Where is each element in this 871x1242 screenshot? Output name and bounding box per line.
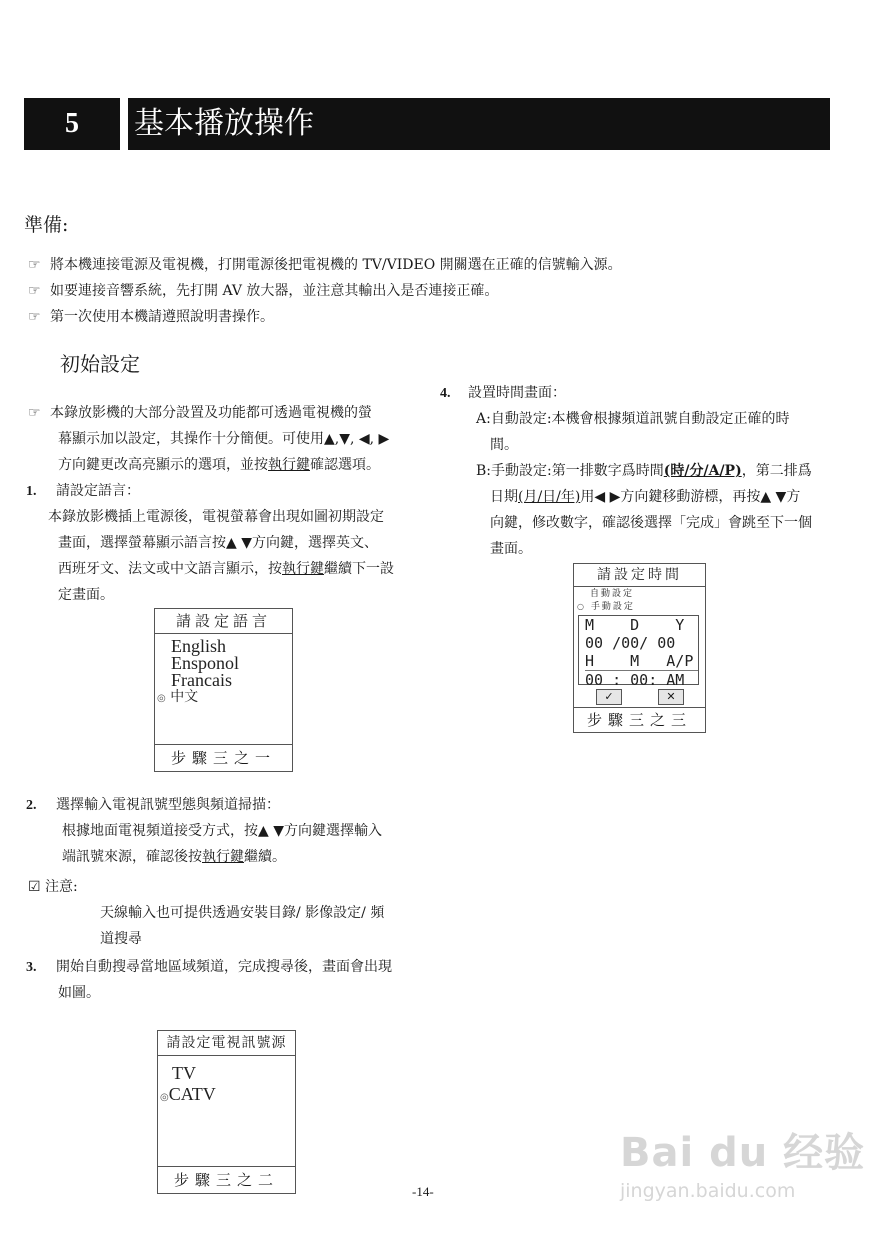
- step4-text: 向鍵，修改數字，確認後選擇「完成」會跳至下一個: [490, 515, 812, 531]
- time-value[interactable]: 00 : 00: AM: [585, 670, 698, 689]
- chapter-number: 5: [24, 98, 120, 150]
- note-title: ☑ 注意:: [28, 879, 78, 895]
- step1-text: 本錄放影機插上電源後，電視螢幕會出現如圖初期設定: [48, 509, 384, 525]
- prep-bullet: ☞ 第一次使用本機請遵照說明書操作。: [28, 304, 274, 330]
- prep-title: 準備:: [24, 214, 69, 236]
- source-option-selected[interactable]: ◎CATV: [160, 1084, 216, 1104]
- time-screen-title: 請設定時間: [574, 564, 705, 587]
- note-text: 天線輸入也可提供透過安裝目錄/ 影像設定/ 頻: [100, 905, 385, 921]
- source-option[interactable]: TV: [172, 1063, 196, 1083]
- time-screen-step: 步驟三之三: [574, 707, 705, 732]
- step4-text: 畫面。: [490, 541, 532, 557]
- language-option[interactable]: English: [171, 636, 227, 656]
- date-labels: M D Y: [585, 616, 685, 634]
- checkbox-icon: ☑: [28, 879, 41, 895]
- language-screen-title: 請設定語言: [155, 609, 292, 634]
- language-option[interactable]: Ensponol: [171, 653, 240, 673]
- source-screen: [157, 1030, 296, 1194]
- pointing-hand-icon: ☞: [28, 309, 41, 325]
- source-options: [158, 1056, 295, 1108]
- source-screen-title: 請設定電視訊號源: [158, 1031, 295, 1056]
- language-screen-step: 步驟三之一: [155, 744, 292, 771]
- baidu-watermark: Bai du 经验: [620, 1130, 866, 1176]
- step1-text: 畫面，選擇螢幕顯示語言按▲ ▼方向鍵，選擇英文、: [58, 535, 378, 551]
- step3-text: 3. 開始自動搜尋當地區域頻道，完成搜尋後，畫面會出現: [26, 959, 392, 975]
- chapter-title: 基本播放操作: [128, 98, 830, 150]
- prep-bullet: ☞ 將本機連接電源及電視機，打開電源後把電視機的 TV/VIDEO 開關選在正確的信號輸入源。: [28, 252, 622, 278]
- step2-text: 端訊號來源，確認後按執行鍵繼續。: [62, 849, 286, 865]
- initial-intro-line: 幕顯示加以設定，其操作十分簡便。可使用▲,▼, ◀, ▶: [58, 431, 390, 447]
- step4-title: 4. 設置時間畫面：: [440, 385, 566, 401]
- pointing-hand-icon: ☞: [28, 257, 41, 273]
- step4-text: B:手動設定:第一排數字爲時間(時/分/A/P)，第二排爲: [476, 463, 812, 479]
- date-value[interactable]: 00 /00/ 00: [585, 634, 676, 652]
- chapter-header: [24, 98, 830, 150]
- step2-text: 根據地面電視頻道接受方式，按▲ ▼方向鍵選擇輸入: [62, 823, 382, 839]
- selected-circle-icon: ○: [577, 602, 586, 611]
- step1-title: 1. 請設定語言：: [26, 483, 140, 499]
- note-text: 道搜尋: [100, 931, 142, 947]
- language-option[interactable]: Francais: [171, 670, 232, 690]
- cancel-x-icon[interactable]: ✕: [658, 689, 684, 705]
- step1-text: 西班牙文、法文或中文語言顯示，按執行鍵繼續下一設: [58, 561, 394, 577]
- step4-text: A:自動設定:本機會根據頻道訊號自動設定正確的時: [476, 411, 790, 427]
- step4-text: 間。: [490, 437, 518, 453]
- source-screen-step: 步驟三之二: [158, 1166, 295, 1193]
- language-screen: [154, 608, 293, 772]
- language-options: [155, 634, 292, 707]
- page-number: -14-: [412, 1184, 434, 1199]
- pointing-hand-icon: ☞: [28, 283, 41, 299]
- step4-text: 日期(月/日/年)用◀ ▶方向鍵移動游標，再按▲ ▼方: [490, 489, 801, 505]
- manual-setting-option[interactable]: ○ 手動設定: [577, 602, 635, 612]
- initial-intro-line: 方向鍵更改高亮顯示的選項，並按執行鍵確認選項。: [58, 457, 380, 473]
- initial-intro-line: ☞ 本錄放影機的大部分設置及功能都可透過電視機的螢: [28, 400, 372, 426]
- step3-text: 如圖。: [58, 985, 100, 1001]
- confirm-check-icon[interactable]: ✓: [596, 689, 622, 705]
- auto-setting-option[interactable]: 自動設定: [590, 589, 635, 599]
- prep-bullet: ☞ 如要連接音響系統，先打開 AV 放大器，並注意其輸出入是否連接正確。: [28, 278, 498, 304]
- baidu-watermark-url: jingyan.baidu.com: [620, 1180, 796, 1202]
- time-date-grid: [578, 615, 699, 689]
- selected-circle-icon: ◎: [160, 1092, 169, 1103]
- time-labels: H M A/P: [585, 652, 694, 670]
- step2-title: 2. 選擇輸入電視訊號型態與頻道掃描：: [26, 797, 280, 813]
- selected-circle-icon: ◎: [157, 693, 166, 704]
- initial-title: 初始設定: [60, 352, 140, 376]
- time-screen: [573, 563, 706, 733]
- step1-text: 定畫面。: [58, 587, 114, 603]
- pointing-hand-icon: ☞: [28, 405, 41, 421]
- language-option-selected[interactable]: ◎ 中文: [157, 689, 199, 705]
